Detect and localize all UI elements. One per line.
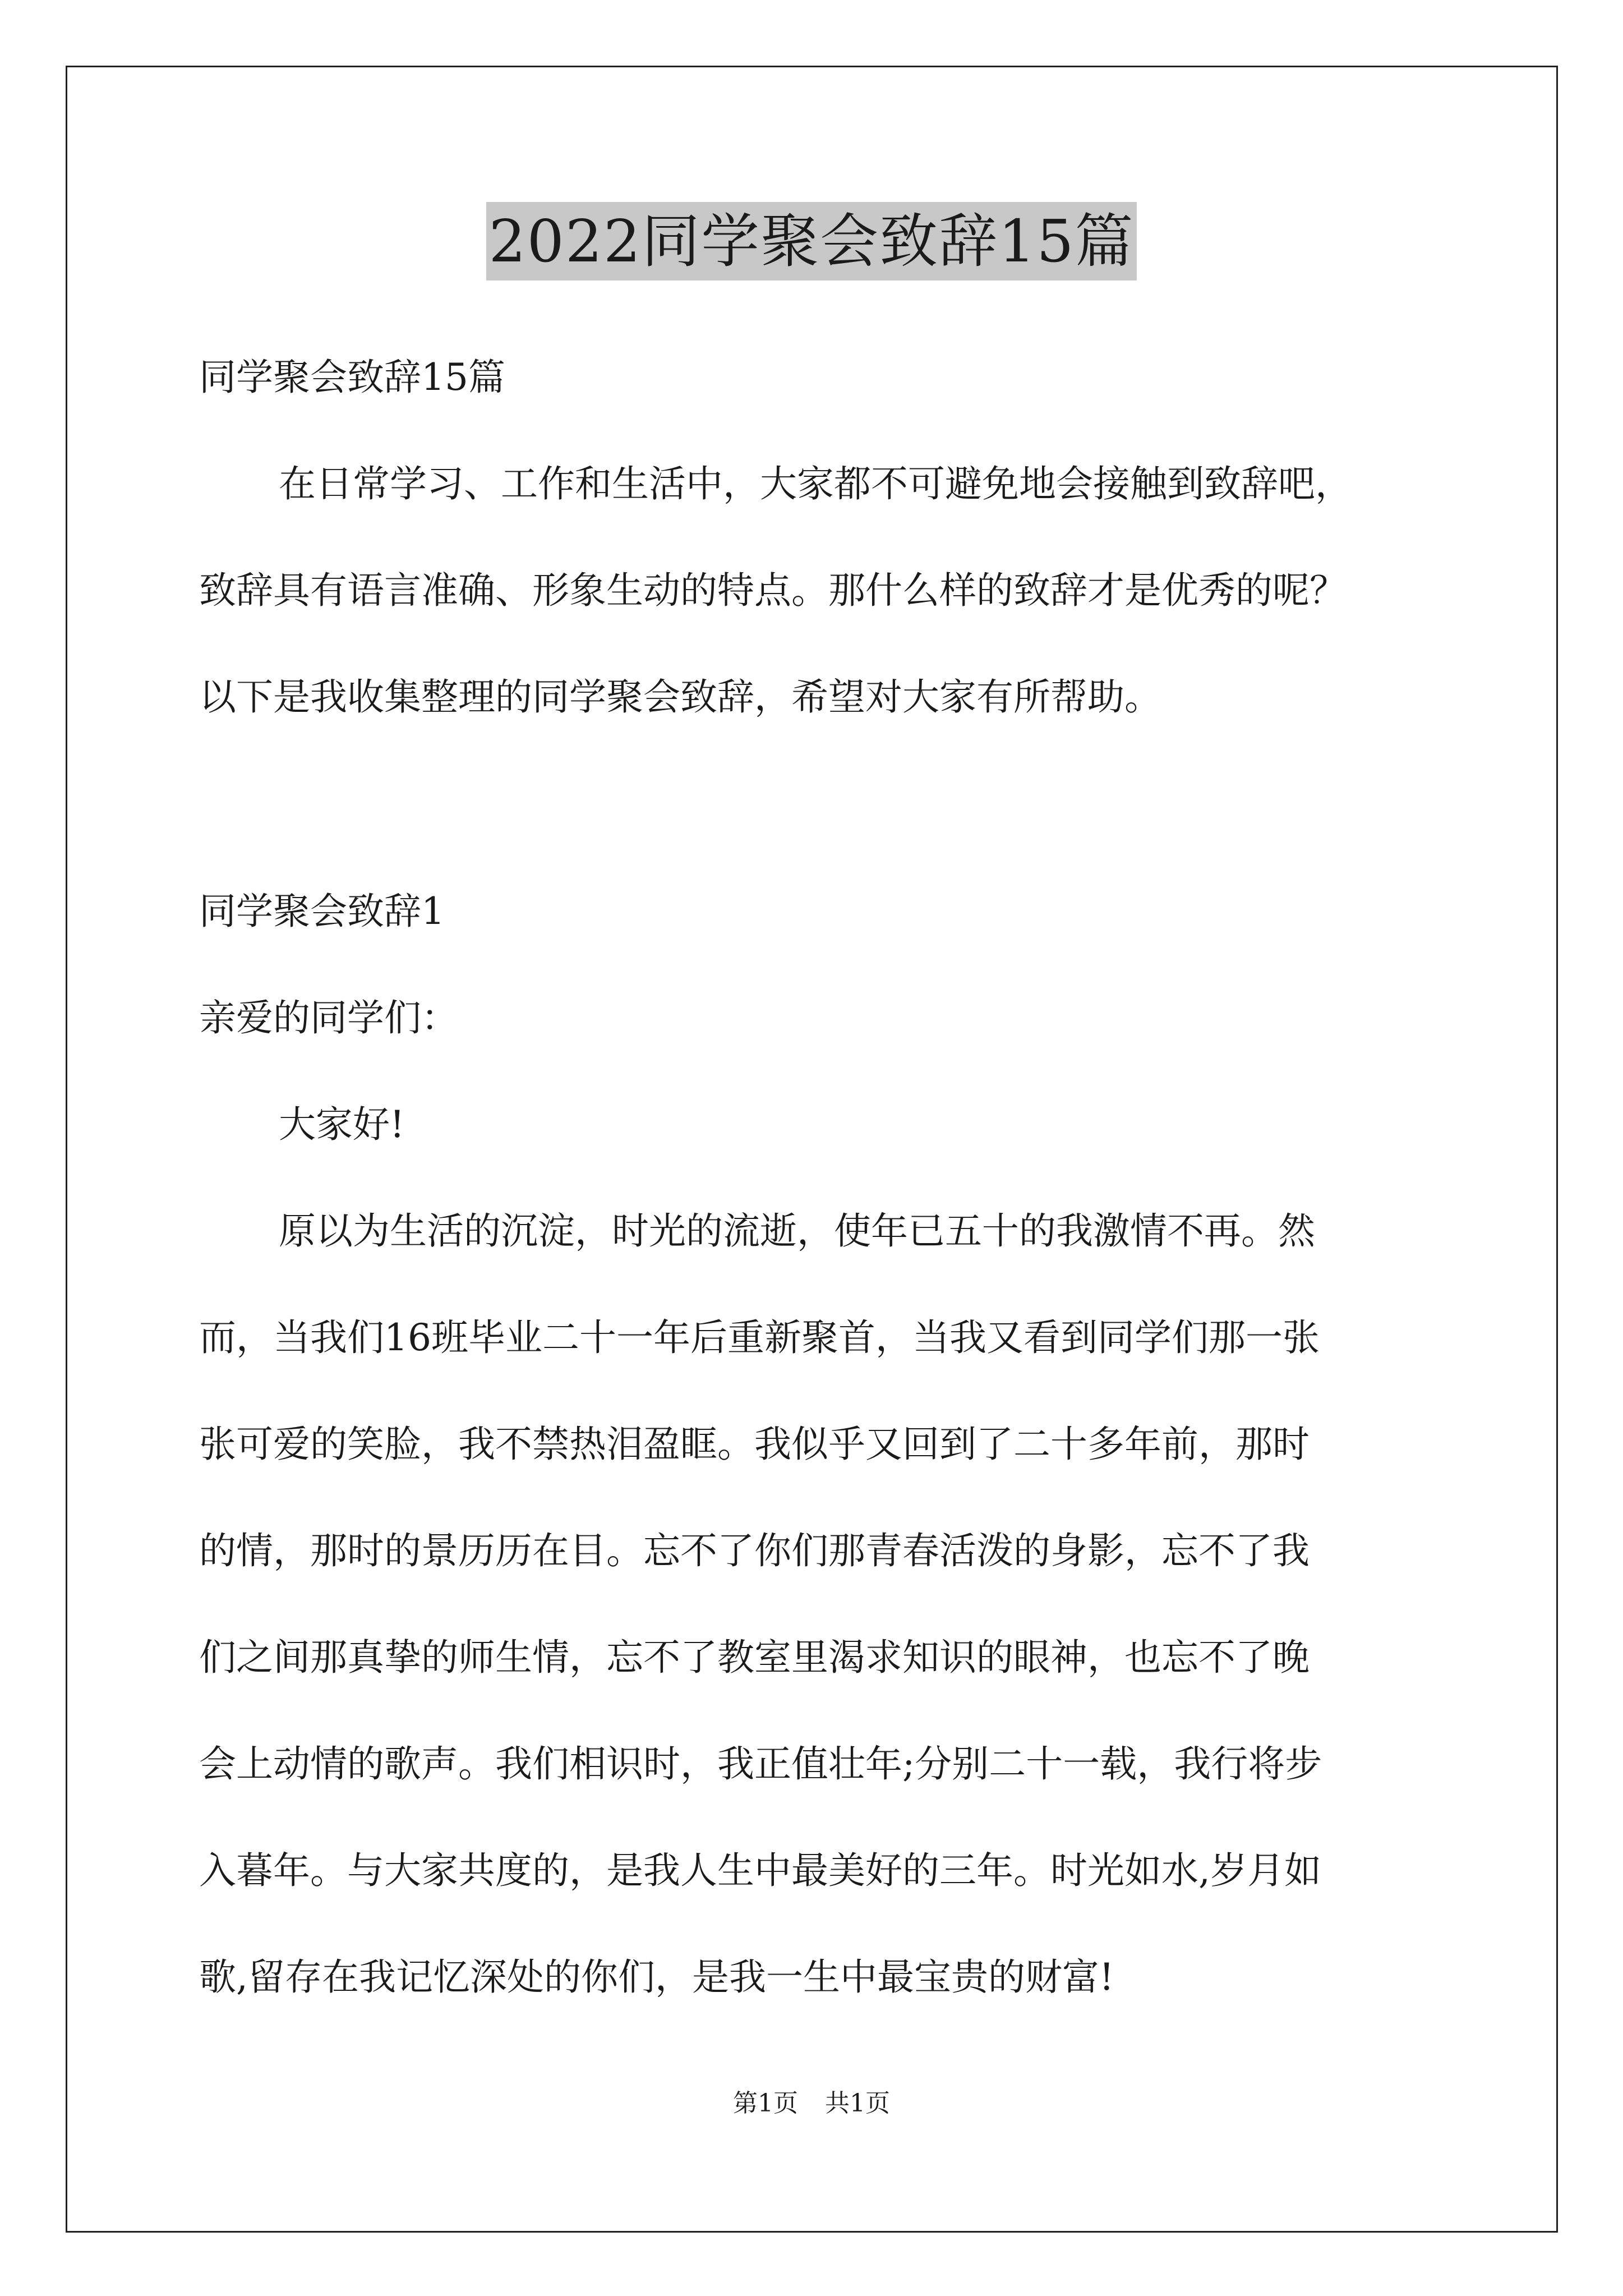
intro-line-2: 致辞具有语言准确、形象生动的特点。那什么样的致辞才是优秀的呢？ [199, 569, 1347, 612]
intro-line-1: 在日常学习、工作和生活中，大家都不可避免地会接触到致辞吧， [279, 462, 1352, 505]
intro-line-3: 以下是我收集整理的同学聚会致辞，希望对大家有所帮助。 [199, 675, 1161, 719]
body-line-8: 歌,留存在我记忆深处的你们，是我一生中最宝贵的财富! [199, 1955, 1114, 1999]
page-number: 第1页 [733, 2089, 798, 2118]
body-line-3: 张可爱的笑脸，我不禁热泪盈眶。我似乎又回到了二十多年前，那时 [199, 1423, 1310, 1466]
title-container [0, 202, 1623, 280]
document-title: 2022同学聚会致辞15篇 [486, 202, 1136, 280]
body-line-7: 入暮年。与大家共度的，是我人生中最美好的三年。时光如水,岁月如 [199, 1849, 1321, 1892]
body-line-1: 原以为生活的沉淀，时光的流逝，使年已五十的我激情不再。然 [279, 1209, 1315, 1253]
section-heading: 同学聚会致辞1 [199, 890, 445, 933]
greeting: 大家好! [279, 1103, 405, 1146]
document-subtitle: 同学聚会致辞15篇 [199, 356, 505, 399]
body-line-6: 会上动情的歌声。我们相识时，我正值壮年;分别二十一载，我行将步 [199, 1742, 1322, 1786]
body-line-5: 们之间那真挚的师生情，忘不了教室里渴求知识的眼神，也忘不了晚 [199, 1636, 1310, 1679]
body-line-2: 而，当我们16班毕业二十一年后重新聚首，当我又看到同学们那一张 [199, 1316, 1320, 1359]
salutation: 亲爱的同学们： [199, 996, 458, 1039]
body-line-4: 的情，那时的景历历在目。忘不了你们那青春活泼的身影，忘不了我 [199, 1529, 1310, 1572]
page-footer [0, 2087, 1623, 2120]
page-total: 共1页 [825, 2089, 890, 2118]
